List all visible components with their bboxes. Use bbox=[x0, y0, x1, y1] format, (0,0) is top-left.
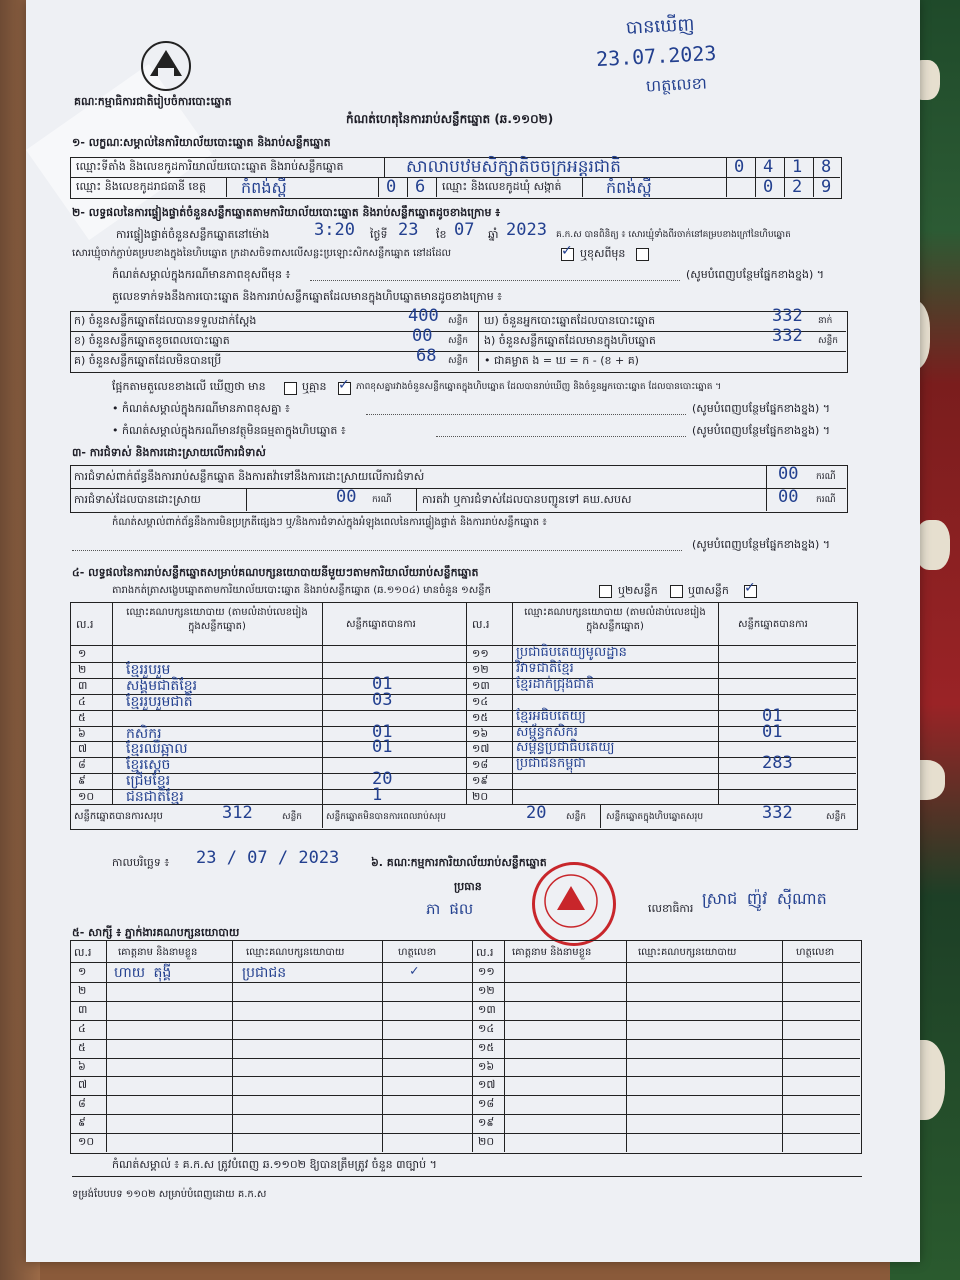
result-row-party: ប្រជាធិបតេយ្យមូលដ្ឋាន bbox=[516, 645, 627, 660]
result-row-party: សម្ព័ន្ធប្រជាធិបតេយ្យ bbox=[516, 740, 615, 756]
result-row-no: ២០ bbox=[472, 790, 489, 804]
location-label: ឈ្មោះទីតាំង និងលេខកូដការិយាល័យបោះឆ្នោត និងរាប់សន្លឹកឆ្នោត bbox=[76, 160, 344, 173]
commune-value: កំពង់ស្ពឺ bbox=[606, 178, 652, 197]
result-row-party: ខ្មែរអធិបតេយ្យ bbox=[516, 708, 586, 724]
total-box-value: 332 bbox=[762, 803, 793, 823]
nec-emblem-icon bbox=[136, 38, 196, 94]
witness-row-no: ១២ bbox=[478, 983, 495, 997]
row-divider bbox=[70, 1039, 860, 1040]
seal-check-line: សោរឃ្មុំចាក់ភ្ជាប់គម្របខាងក្នុងនៃហិបឆ្នោត ក្រដាសចិទពាសលើសន្លះប្រឡោះសិកសន្លឹកឆ្នោត នៅដដែល bbox=[72, 248, 452, 259]
count-date: 23 / 07 / 2023 bbox=[196, 848, 340, 868]
two-sheet-label: ឬ២សន្លឹក bbox=[618, 584, 658, 597]
checkmark-icon: ✓ bbox=[744, 580, 756, 596]
section3-heading: ៣- ការជំទាស់ និងការដោះស្រាយលើការជំទាស់ bbox=[72, 446, 266, 459]
objection-row1-label: ការជំទាស់ពាក់ព័ន្ធនឹងការរាប់សន្លឹកឆ្នោត និងការតវ៉ាទៅនឹងការដោះស្រាយលើការជំទាស់ bbox=[74, 470, 425, 483]
verify-year: 2023 bbox=[506, 220, 547, 240]
result-row-votes: 01 bbox=[372, 737, 393, 758]
discrepancy-no-label: ឬគ្មាន bbox=[302, 380, 327, 393]
result-row-party: ខ្មែរឈឺឆ្អាល bbox=[126, 741, 188, 758]
fig-spoiled-unit: សន្លឹក bbox=[448, 336, 468, 346]
result-row-no: ១០ bbox=[78, 790, 95, 804]
verify-day-label: ថ្ងៃទី bbox=[370, 228, 388, 241]
result-row-no: ១៩ bbox=[472, 774, 489, 788]
fig-unused-label: គ) ចំនួនសន្លឹកឆ្នោតដែលមិនបានប្រើ bbox=[74, 354, 222, 367]
party-results-table bbox=[70, 602, 858, 830]
result-row-party: កសិករ bbox=[126, 725, 162, 742]
form-title: កំណត់ហេតុនៃការរាប់សន្លឹកឆ្នោត (ឆ.១១០២) bbox=[346, 112, 554, 126]
result-row-party: ជ្រើមខ្មែរ bbox=[126, 773, 171, 790]
objection-resolved-value: 00 bbox=[336, 487, 357, 507]
witness-row-no: ១៨ bbox=[478, 1097, 495, 1111]
witness-table bbox=[70, 940, 862, 1154]
result-row-votes: 1 bbox=[372, 785, 383, 806]
fig-inbox-value: 332 bbox=[772, 326, 803, 346]
fig-inbox-unit: សន្លឹក bbox=[818, 336, 838, 346]
result-row-party: ខ្មែរដាក់ជ្រុងជាតិ bbox=[516, 676, 595, 692]
result-row-party: ខ្មែររួបរួមជាតិ bbox=[126, 693, 193, 710]
witness-row-no: ២០ bbox=[478, 1135, 495, 1149]
result-row-no: ១៧ bbox=[472, 742, 490, 756]
row-divider bbox=[466, 789, 856, 790]
results-col-no-2: ល.រ bbox=[472, 618, 490, 631]
witness-row-no: ១០ bbox=[78, 1135, 95, 1149]
witness-row-no: ១១ bbox=[478, 965, 495, 978]
handwritten-signature: ហត្ថលេខា bbox=[645, 73, 708, 96]
bullet-object-note: • កំណត់សម្គាល់ក្នុងករណីមានវត្ថុមិនធម្មតាក្នុងហិបឆ្នោត ៖ bbox=[112, 424, 346, 437]
objection-forwarded-unit: ករណី bbox=[816, 495, 836, 505]
objection-resolved-unit: ករណី bbox=[372, 495, 392, 505]
location-value: សាលាបឋមសិក្សាតិចចក្រអន្តរជាតិ bbox=[406, 157, 621, 177]
witness-row-no: ៣ bbox=[78, 1002, 88, 1016]
one-sheet-checkbox[interactable] bbox=[599, 585, 612, 598]
witness-row-name: ហាយ តុង្គី bbox=[114, 965, 172, 981]
witness-row-no: ១៣ bbox=[478, 1002, 496, 1016]
irregularity-hint: (សូមបំពេញបន្ថែមផ្នែកខាងខ្នង) ។ bbox=[692, 538, 831, 551]
row-divider bbox=[70, 1001, 860, 1002]
summary-sheet-text: តារាងកត់ត្រាសង្ខេបឆ្នោតតាមការិយាល័យបោះឆ្នោត និងរាប់សន្លឹកឆ្នោត (ឆ.១១០៤) មានចំនួន ១សន្លឹក bbox=[112, 585, 491, 596]
witness-col-name-2: គោត្តនាម និងនាមខ្លួន bbox=[512, 947, 592, 958]
witness-row-party: ប្រជាជន bbox=[242, 965, 287, 981]
result-row-no: ១៨ bbox=[472, 758, 489, 772]
footer-note: កំណត់សម្គាល់ ៖ គ.ក.ស ត្រូវបំពេញ ឆ.១១០២ ឱ្យបានត្រឹមត្រូវ ចំនួន ៣ច្បាប់ ។ bbox=[112, 1158, 437, 1171]
discrepancy-yes-checkbox[interactable] bbox=[284, 382, 297, 395]
results-col-no: ល.រ bbox=[76, 618, 94, 631]
row-divider bbox=[70, 1076, 860, 1077]
fig-spoiled-value: 00 bbox=[412, 326, 433, 346]
total-invalid-unit: សន្លឹក bbox=[566, 812, 586, 822]
result-row-no: ៣ bbox=[78, 678, 88, 692]
result-row-votes: 283 bbox=[762, 753, 793, 774]
fig-received-unit: សន្លឹក bbox=[448, 316, 468, 326]
row-divider bbox=[70, 1095, 860, 1096]
witness-row-no: ១៤ bbox=[478, 1021, 495, 1035]
witness-row-no: ១៩ bbox=[478, 1116, 495, 1130]
result-row-no: ១៣ bbox=[472, 678, 490, 692]
witness-col-party-2: ឈ្មោះគណបក្សនយោបាយ bbox=[638, 947, 737, 958]
result-row-no: ៧ bbox=[78, 742, 88, 756]
row-divider bbox=[70, 710, 466, 711]
fig-received-value: 400 bbox=[408, 306, 439, 326]
witness-col-sig-2: ហត្ថលេខា bbox=[796, 947, 835, 958]
witness-col-no: ល.រ bbox=[74, 946, 92, 959]
result-row-votes: 01 bbox=[762, 705, 783, 726]
commune-code-1: 0 bbox=[763, 177, 774, 197]
verify-year-label: ឆ្នាំ bbox=[488, 228, 499, 241]
result-row-party: សម្ព័ន្ធកសិករ bbox=[516, 724, 578, 740]
witness-row-no: ៦ bbox=[78, 1059, 86, 1073]
result-row-no: ១១ bbox=[472, 647, 489, 660]
results-col-party-2: ឈ្មោះគណបក្សនយោបាយ (តាមលំដាប់លេខរៀងក្នុងសន្លឹកឆ្នោត) bbox=[524, 607, 706, 632]
commune-code-2: 2 bbox=[792, 177, 803, 197]
committee-label: ៦. គណៈកម្មការការិយាល័យរាប់សន្លឹកឆ្នោត bbox=[371, 856, 547, 869]
checkmark-icon: ✓ bbox=[338, 377, 350, 393]
witness-col-party: ឈ្មោះគណបក្សនយោបាយ bbox=[246, 947, 345, 958]
total-valid-label: សន្លឹកឆ្នោតបានការសរុប bbox=[74, 811, 163, 822]
count-date-label: កាលបរិច្ឆេទ ៖ bbox=[112, 856, 170, 869]
figures-intro: តួលេខទាក់ទងនឹងការបោះឆ្នោត និងការរាប់សន្លឹកឆ្នោតដែលមានក្នុងហិបឆ្នោតមានដូចខាងក្រោម ៖ bbox=[112, 290, 503, 303]
secretary-label: លេខាធិការ bbox=[648, 902, 694, 915]
fig-unused-value: 68 bbox=[416, 346, 437, 366]
handwritten-seen-note: បានឃើញ bbox=[625, 14, 696, 39]
row-divider bbox=[466, 773, 856, 774]
total-invalid-value: 20 bbox=[526, 803, 547, 823]
official-stamp bbox=[532, 862, 616, 946]
result-row-no: ១៤ bbox=[472, 694, 489, 708]
fig-inbox-label: ង) ចំនួនសន្លឹកឆ្នោតដែលមានក្នុងហិបឆ្នោត bbox=[484, 334, 656, 347]
result-row-no: ៥ bbox=[78, 710, 86, 724]
row-divider bbox=[70, 1058, 860, 1059]
row-divider bbox=[70, 1114, 860, 1115]
section4-heading: ៤- លទ្ធផលនៃការរាប់សន្លឹកឆ្នោតសម្រាប់គណបក្សនយោបាយនីមួយៗតាមការិយាល័យរាប់សន្លឹកឆ្នោត bbox=[72, 566, 479, 579]
result-row-no: ៦ bbox=[78, 726, 86, 740]
diff-note-hint: (សូមបំពេញបន្ថែមផ្នែកខាងខ្នង) ។ bbox=[686, 268, 825, 281]
document-sheet bbox=[26, 0, 920, 1262]
province-label: ឈ្មោះ និងលេខកូដរាជធានី ខេត្ត bbox=[76, 180, 206, 193]
chair-label: ប្រធាន bbox=[454, 880, 482, 893]
bullet-object-hint: (សូមបំពេញបន្ថែមផ្នែកខាងខ្នង) ។ bbox=[692, 424, 831, 437]
checkmark-icon: ✓ bbox=[561, 243, 573, 259]
results-col-party: ឈ្មោះគណបក្សនយោបាយ (តាមលំដាប់លេខរៀងក្នុងសន្លឹកឆ្នោត) bbox=[126, 607, 308, 632]
secretary-signature: ស្រាជ ញ៉ូវ ស៊ីណាត bbox=[702, 889, 827, 908]
witness-col-no-2: ល.រ bbox=[476, 946, 494, 959]
witness-row-no: ១៦ bbox=[478, 1059, 495, 1073]
witness-row-no: ៨ bbox=[78, 1097, 86, 1111]
verify-line1-rest: គ.ក.ស បានពិនិត្យ ៖ សោរឃ្មុំទាំងពីរចាក់នៅគម្របខាងក្រៅនៃហិបឆ្នោត bbox=[556, 230, 791, 240]
result-row-votes: 01 bbox=[372, 721, 393, 742]
objection-row1-value: 00 bbox=[778, 464, 799, 484]
location-code-4: 8 bbox=[821, 157, 832, 177]
result-row-party: វិវាទជាតិខ្មែរ bbox=[516, 660, 574, 676]
witness-row-no: ៧ bbox=[78, 1078, 88, 1092]
location-code-1: 0 bbox=[734, 157, 745, 177]
verify-month: 07 bbox=[454, 220, 475, 240]
witness-row-no: ៤ bbox=[78, 1021, 86, 1035]
result-row-no: ១៦ bbox=[472, 726, 489, 740]
witness-row-no: ១៥ bbox=[478, 1040, 495, 1054]
results-col-votes-2: សន្លឹកឆ្នោតបានការ bbox=[738, 619, 808, 630]
result-row-votes: 01 bbox=[762, 721, 783, 742]
commune-label: ឈ្មោះ និងលេខកូដឃុំ សង្កាត់ bbox=[442, 180, 562, 193]
result-row-no: ១២ bbox=[472, 662, 489, 676]
result-row-votes: 03 bbox=[372, 689, 393, 710]
total-box-unit: សន្លឹក bbox=[826, 812, 846, 822]
witness-row-signature: ✓ bbox=[410, 963, 419, 979]
result-row-party: សង្គមជាតិខ្មែរ bbox=[126, 677, 198, 694]
witness-row-no: ១ bbox=[78, 965, 87, 978]
witness-row-no: ១៧ bbox=[478, 1078, 496, 1092]
stamp-emblem-icon bbox=[532, 862, 610, 940]
result-row-no: ៩ bbox=[78, 774, 86, 788]
bullet-diff-note: • កំណត់សម្គាល់ក្នុងករណីមានភាពខុសគ្នា ៖ bbox=[112, 402, 290, 415]
result-row-party: ប្រជាជនកម្ពុជា bbox=[516, 756, 586, 772]
result-row-no: ៨ bbox=[78, 758, 86, 772]
province-value: កំពង់ស្ពឺ bbox=[241, 178, 287, 197]
result-row-no: ២ bbox=[78, 662, 87, 676]
fig-voters-value: 332 bbox=[772, 306, 803, 326]
result-row-no: ១ bbox=[78, 647, 87, 660]
province-code-1: 0 bbox=[386, 177, 397, 197]
verify-day: 23 bbox=[398, 220, 419, 240]
fig-spoiled-label: ខ) ចំនួនសន្លឹកឆ្នោតខូចពេលបោះឆ្នោត bbox=[74, 334, 230, 347]
witness-row-no: ៩ bbox=[78, 1116, 86, 1130]
objection-forwarded-label: ការតវ៉ា ឬការជំទាស់ដែលបានបញ្ជូនទៅ គឃ.សបស bbox=[422, 493, 632, 506]
discrepancy-label: ផ្អែកតាមតួលេខខាងលើ ឃើញថា មាន bbox=[112, 380, 266, 393]
verify-month-label: ខែ bbox=[436, 228, 447, 241]
commune-code-3: 9 bbox=[821, 177, 832, 197]
bullet-diff-hint: (សូមបំពេញបន្ថែមផ្នែកខាងខ្នង) ។ bbox=[692, 402, 831, 415]
location-code-2: 4 bbox=[763, 157, 774, 177]
two-sheet-checkbox[interactable] bbox=[670, 585, 683, 598]
result-row-no: ៤ bbox=[78, 694, 86, 708]
witness-col-sig: ហត្ថលេខា bbox=[398, 947, 437, 958]
fig-formula: • ជាគម្លាត ង = ឃ = ក - (ខ + គ) bbox=[484, 354, 639, 367]
total-invalid-label: សន្លឹកឆ្នោតមិនបានការពេលរាប់សរុប bbox=[326, 812, 446, 822]
irregularity-note: កំណត់សម្គាល់ពាក់ព័ន្ធនឹងការមិនប្រក្រតីផ្សេងៗ ឬ/និងការជំទាស់ក្នុងអំឡុងពេលនៃការផ្ទៀងផ្ទាត់ និងការរាប់សន្លឹកឆ្នោត ៖ bbox=[112, 517, 547, 528]
total-box-label: សន្លឹកឆ្នោតក្នុងហិបឆ្នោតសរុប bbox=[606, 812, 704, 822]
fig-voters-unit: នាក់ bbox=[818, 316, 833, 326]
chair-signature: ភា ផល bbox=[426, 900, 474, 918]
result-row-votes: 01 bbox=[372, 673, 393, 694]
fig-voters-label: ឃ) ចំនួនអ្នកបោះឆ្នោតដែលបានបោះឆ្នោត bbox=[484, 314, 656, 327]
three-sheet-label: ឬ៣សន្លឹក bbox=[688, 584, 729, 597]
section2-heading: ២- លទ្ធផលនៃការផ្ទៀងផ្ទាត់ចំនួនសន្លឹកឆ្នោតតាមការិយាល័យបោះឆ្នោត និងរាប់សន្លឹកឆ្នោតដូចខាងក្រោម ៖ bbox=[72, 206, 501, 219]
witness-row-no: ២ bbox=[78, 983, 87, 997]
form-footer: ទម្រង់បែបបទ ១១០២ សម្រាប់បំពេញដោយ គ.ក.ស bbox=[72, 1189, 267, 1200]
discrepancy-desc: ភាពខុសគ្នារវាងចំនួនសន្លឹកឆ្នោតក្នុងហិបឆ្នោត ដែលបានរាប់ឃើញ និងចំនួនអ្នកបោះឆ្នោត ដែលបានបោះឆ្នោត ។ bbox=[356, 382, 722, 392]
row-divider bbox=[70, 1020, 860, 1021]
province-code-2: 6 bbox=[415, 177, 426, 197]
seal-changed-label: ឬខុសពីមុន bbox=[580, 247, 626, 260]
verify-time-label: ការផ្ទៀងផ្ទាត់ចំនួនសន្លឹកឆ្នោតនៅម៉ោង bbox=[116, 228, 270, 241]
result-row-party: ខ្មែរស្ដេច bbox=[126, 757, 171, 774]
verify-time: 3:20 bbox=[314, 220, 355, 240]
org-name: គណៈកម្មាធិការជាតិរៀបចំការបោះឆ្នោត bbox=[74, 95, 232, 108]
objection-resolved-label: ការជំទាស់ដែលបានដោះស្រាយ bbox=[74, 493, 201, 506]
objection-row1-unit: ករណី bbox=[816, 472, 836, 482]
diff-note-label: កំណត់សម្គាល់ក្នុងករណីមានភាពខុសពីមុន ៖ bbox=[112, 268, 291, 281]
results-col-votes: សន្លឹកឆ្នោតបានការ bbox=[346, 619, 416, 630]
total-valid-value: 312 bbox=[222, 803, 253, 823]
result-row-votes: 20 bbox=[372, 769, 393, 790]
fig-unused-unit: សន្លឹក bbox=[448, 356, 468, 366]
location-code-3: 1 bbox=[792, 157, 803, 177]
total-valid-unit: សន្លឹក bbox=[282, 812, 302, 822]
section5-heading: ៥- សាក្សី ៖ ភ្នាក់ងារគណបក្សនយោបាយ bbox=[72, 926, 240, 939]
handwritten-date: 23.07.2023 bbox=[595, 40, 717, 72]
objection-forwarded-value: 00 bbox=[778, 487, 799, 507]
row-divider bbox=[70, 982, 860, 983]
row-divider bbox=[466, 694, 856, 695]
result-row-no: ១៥ bbox=[472, 710, 489, 724]
witness-col-name: គោត្តនាម និងនាមខ្លួន bbox=[118, 947, 198, 958]
section1-heading: ១- លក្ខណៈសម្គាល់នៃការិយាល័យបោះឆ្នោត និងរាប់សន្លឹកឆ្នោត bbox=[72, 136, 331, 149]
seal-changed-checkbox[interactable] bbox=[636, 248, 649, 261]
row-divider bbox=[70, 1133, 860, 1134]
fig-received-label: ក) ចំនួនសន្លឹកឆ្នោតដែលបានទទួលដាក់ស្ដែង bbox=[74, 314, 257, 327]
witness-row-no: ៥ bbox=[78, 1040, 86, 1054]
result-row-party: ជនជាតិខ្មែរ bbox=[126, 789, 184, 806]
result-row-party: ខ្មែររួបរួម bbox=[126, 661, 171, 678]
